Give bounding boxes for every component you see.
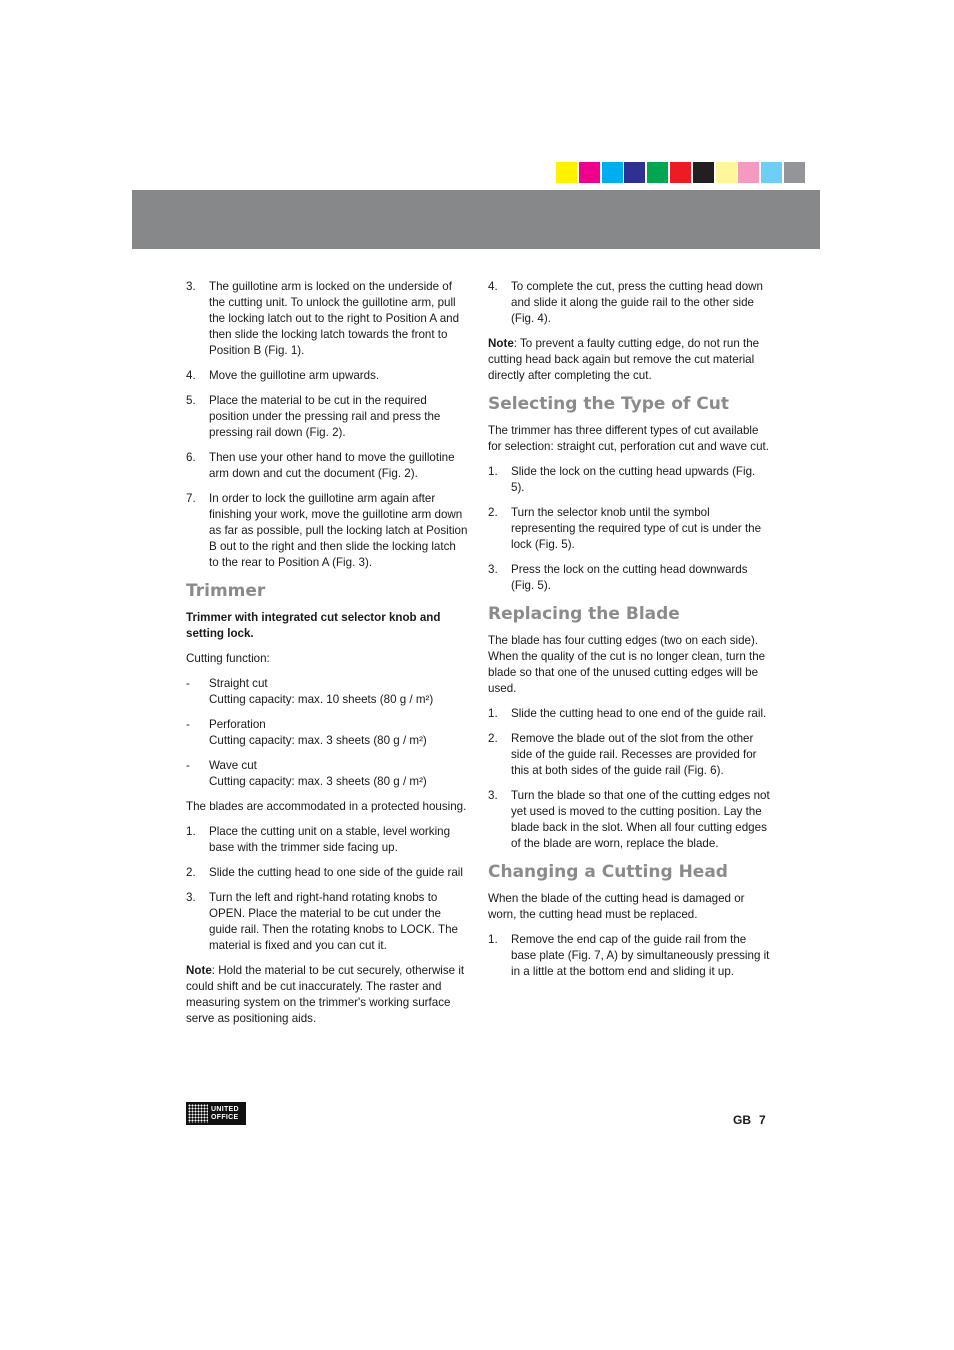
item-text: Turn the blade so that one of the cutting edges not yet used is moved to the cutting position. Lay the blade back in the slot. When all four cutting edges of the blade are worn, replace the blade. bbox=[511, 789, 770, 850]
trimmer-subheading: Trimmer with integrated cut selector knob and setting lock. bbox=[186, 611, 441, 640]
note-label: Note bbox=[488, 337, 514, 350]
item-number: 1. bbox=[488, 707, 498, 720]
list-item bbox=[488, 279, 770, 327]
item-number: 6. bbox=[186, 451, 196, 464]
item-text: Place the material to be cut in the required position under the pressing rail and press the pressing rail down (Fig. 2). bbox=[209, 394, 441, 439]
cut-type-item bbox=[186, 717, 468, 749]
right-column bbox=[488, 279, 770, 989]
page-number-value: 7 bbox=[759, 1113, 766, 1127]
cut-type-text bbox=[209, 717, 468, 749]
note-paragraph bbox=[186, 963, 468, 1027]
note-text: : Hold the material to be cut securely, otherwise it could shift and be cut inaccurately. The raster and measuring system on the trimmer's working surface serve as positioning aids. bbox=[186, 964, 465, 1025]
note-text: : To prevent a faulty cutting edge, do not run the cutting head back again but remove the cut material directly after completing the cut. bbox=[488, 337, 760, 382]
section-heading-replacing: Replacing the Blade bbox=[488, 604, 680, 624]
swatch-gray bbox=[784, 162, 805, 183]
list-item bbox=[186, 890, 468, 954]
item-number: 1. bbox=[186, 825, 196, 838]
selecting-intro: The trimmer has three different types of cut available for selection: straight cut, perforation cut and wave cut. bbox=[488, 424, 769, 453]
item-text: Turn the selector knob until the symbol representing the required type of cut is under the lock (Fig. 5). bbox=[511, 506, 762, 551]
dash-bullet: - bbox=[186, 718, 190, 731]
swatch-light-blue bbox=[761, 162, 782, 183]
color-calibration-bar bbox=[556, 162, 807, 183]
item-text: In order to lock the guillotine arm again after finishing your work, move the guillotine arm down as far as possible, pull the locking latch at Position B out to the right and then slide the locking latch to the rear to Position A (Fig. 3). bbox=[209, 492, 468, 569]
cut-type-capacity: Cutting capacity: max. 3 sheets (80 g / m²) bbox=[209, 775, 427, 788]
cut-type-capacity: Cutting capacity: max. 3 sheets (80 g / m²) bbox=[209, 734, 427, 747]
list-item bbox=[488, 562, 770, 594]
left-column bbox=[186, 279, 468, 1036]
item-number: 4. bbox=[488, 280, 498, 293]
logo-dot-grid-icon bbox=[188, 1104, 208, 1123]
swatch-blue bbox=[624, 162, 645, 183]
list-item bbox=[488, 731, 770, 779]
swatch-red bbox=[670, 162, 691, 183]
item-text: Slide the cutting head to one end of the guide rail. bbox=[511, 707, 767, 720]
list-item bbox=[186, 393, 468, 441]
cut-type-name: Perforation bbox=[209, 718, 266, 731]
cut-type-text bbox=[209, 758, 468, 790]
item-number: 3. bbox=[488, 563, 498, 576]
header-band bbox=[132, 190, 820, 249]
item-text: The guillotine arm is locked on the underside of the cutting unit. To unlock the guillotine arm, pull the locking latch out to the right to Position A and then slide the locking latch towards the front to Position B (Fig. 1). bbox=[209, 280, 460, 357]
item-text: Turn the left and right-hand rotating knobs to OPEN. Place the material to be cut under the guide rail. Then the rotating knobs to LOCK. The material is fixed and you can cut it. bbox=[209, 891, 458, 952]
cut-type-text bbox=[209, 676, 468, 708]
dash-bullet: - bbox=[186, 759, 190, 772]
item-text: Slide the cutting head to one side of the guide rail bbox=[209, 866, 463, 879]
item-number: 1. bbox=[488, 465, 498, 478]
item-number: 5. bbox=[186, 394, 196, 407]
united-office-logo bbox=[186, 1102, 246, 1125]
item-text: Then use your other hand to move the guillotine arm down and cut the document (Fig. 2). bbox=[209, 451, 455, 480]
list-item bbox=[186, 368, 468, 384]
item-number: 3. bbox=[488, 789, 498, 802]
cut-type-item bbox=[186, 758, 468, 790]
list-item bbox=[186, 450, 468, 482]
item-number: 2. bbox=[186, 866, 196, 879]
language-code: GB bbox=[733, 1113, 751, 1127]
list-item bbox=[488, 706, 770, 722]
item-text: Place the cutting unit on a stable, level working base with the trimmer side facing up. bbox=[209, 825, 451, 854]
item-text: Press the lock on the cutting head downwards (Fig. 5). bbox=[511, 563, 748, 592]
item-text: To complete the cut, press the cutting head down and slide it along the guide rail to the other side (Fig. 4). bbox=[511, 280, 763, 325]
item-number: 3. bbox=[186, 280, 196, 293]
list-item bbox=[488, 788, 770, 852]
logo-line2: OFFICE bbox=[211, 1113, 239, 1121]
note-paragraph bbox=[488, 336, 770, 384]
swatch-magenta bbox=[579, 162, 600, 183]
swatch-pink bbox=[738, 162, 759, 183]
list-item bbox=[186, 279, 468, 359]
swatch-green bbox=[647, 162, 668, 183]
section-heading-trimmer: Trimmer bbox=[186, 581, 266, 601]
item-text: Slide the lock on the cutting head upwards (Fig. 5). bbox=[511, 465, 756, 494]
cut-type-name: Straight cut bbox=[209, 677, 268, 690]
item-number: 7. bbox=[186, 492, 196, 505]
list-item bbox=[186, 865, 468, 881]
cut-type-name: Wave cut bbox=[209, 759, 257, 772]
swatch-cyan bbox=[602, 162, 623, 183]
cut-type-capacity: Cutting capacity: max. 10 sheets (80 g / m²) bbox=[209, 693, 434, 706]
replacing-intro: The blade has four cutting edges (two on each side). When the quality of the cut is no longer clean, turn the blade so that one of the unused cutting edges will be used. bbox=[488, 634, 766, 695]
item-number: 2. bbox=[488, 732, 498, 745]
cutting-function-label: Cutting function: bbox=[186, 652, 270, 665]
item-text: Remove the blade out of the slot from the other side of the guide rail. Recesses are provided for this at both sides of the guide rail (Fig. 6). bbox=[511, 732, 757, 777]
logo-text bbox=[211, 1106, 239, 1122]
swatch-black bbox=[693, 162, 714, 183]
item-number: 3. bbox=[186, 891, 196, 904]
item-text: Remove the end cap of the guide rail from the base plate (Fig. 7, A) by simultaneously pressing it in a little at the bottom end and sliding it up. bbox=[511, 933, 770, 978]
list-item bbox=[488, 932, 770, 980]
note-label: Note bbox=[186, 964, 212, 977]
dash-bullet: - bbox=[186, 677, 190, 690]
cut-type-item bbox=[186, 676, 468, 708]
list-item bbox=[186, 491, 468, 571]
swatch-yellow bbox=[556, 162, 577, 183]
item-number: 4. bbox=[186, 369, 196, 382]
list-item bbox=[186, 824, 468, 856]
swatch-light-yellow bbox=[716, 162, 737, 183]
page-number bbox=[733, 1113, 766, 1127]
item-text: Move the guillotine arm upwards. bbox=[209, 369, 380, 382]
blades-text: The blades are accommodated in a protected housing. bbox=[186, 800, 467, 813]
section-heading-selecting: Selecting the Type of Cut bbox=[488, 394, 730, 414]
changing-intro: When the blade of the cutting head is damaged or worn, the cutting head must be replaced. bbox=[488, 892, 745, 921]
item-number: 1. bbox=[488, 933, 498, 946]
list-item bbox=[488, 505, 770, 553]
section-heading-changing: Changing a Cutting Head bbox=[488, 862, 728, 882]
list-item bbox=[488, 464, 770, 496]
logo-line1: UNITED bbox=[211, 1105, 239, 1113]
item-number: 2. bbox=[488, 506, 498, 519]
